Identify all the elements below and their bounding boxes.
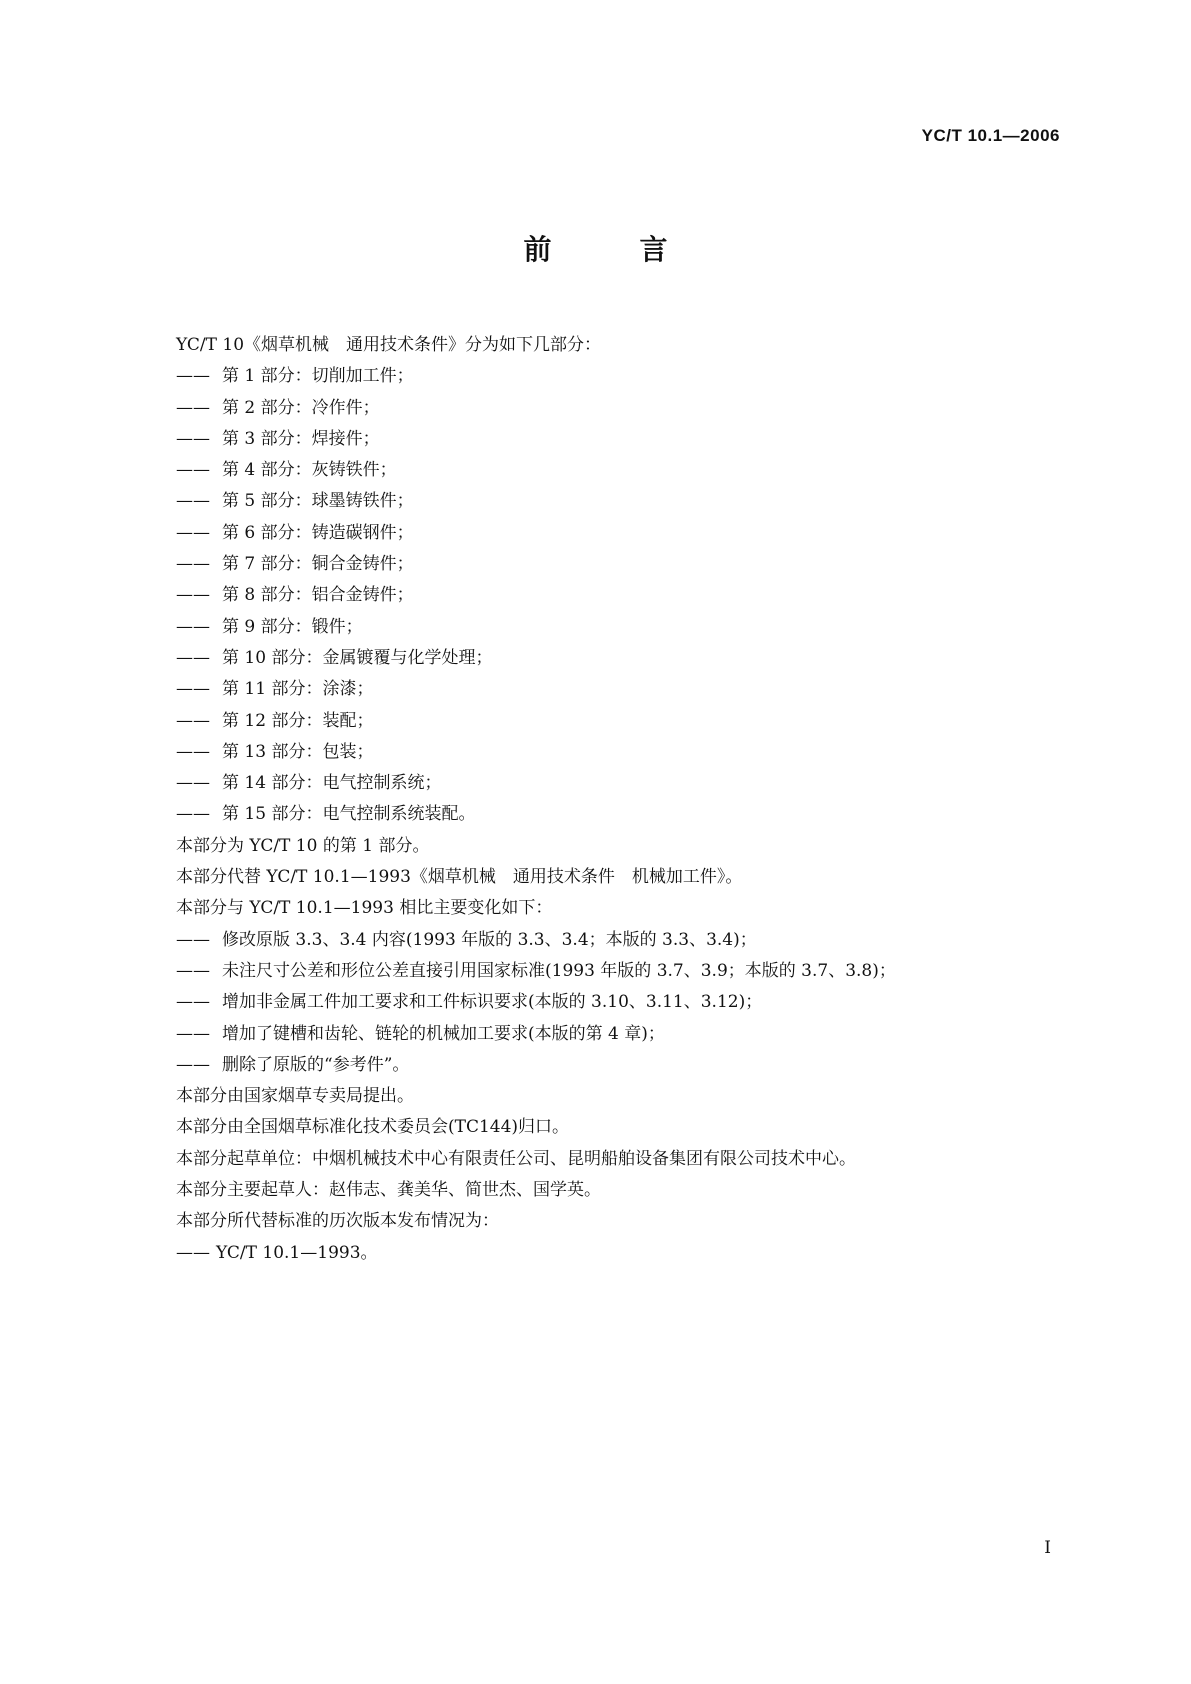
list-item-text: 第 11 部分：涂漆；	[222, 679, 374, 700]
list-dash: ——	[176, 522, 210, 543]
list-item-text: 增加了键槽和齿轮、链轮的机械加工要求(本版的第 4 章)；	[222, 1023, 665, 1044]
list-item-text: 未注尺寸公差和形位公差直接引用国家标准(1993 年版的 3.7、3.9；本版的 3.7、3.8)；	[222, 960, 896, 981]
list-item-text: 第 15 部分：电气控制系统装配。	[222, 804, 476, 825]
list-dash: ——	[176, 428, 210, 449]
list-item-text: 第 2 部分：冷作件；	[222, 397, 380, 418]
list-item-text: 删除了原版的“参考件”。	[222, 1054, 410, 1075]
list-dash: ——	[176, 710, 210, 731]
list-item-text: 第 5 部分：球墨铸铁件；	[222, 491, 414, 512]
list-item-text: 第 1 部分：切削加工件；	[222, 366, 414, 387]
list-dash: ——	[176, 366, 210, 387]
list-item	[176, 393, 1056, 424]
list-dash: ——	[176, 554, 210, 575]
list-dash: ——	[176, 397, 210, 418]
list-item-text: 第 3 部分：焊接件；	[222, 428, 380, 449]
list-item	[176, 706, 1056, 737]
list-item	[176, 799, 1056, 830]
paragraph-line: 本部分代替 YC/T 10.1—1993《烟草机械 通用技术条件 机械加工件》。	[176, 867, 743, 888]
list-item-text: 第 6 部分：铸造碳钢件；	[222, 522, 414, 543]
page-number: I	[1044, 1538, 1051, 1558]
list-item	[176, 737, 1056, 768]
list-dash: ——	[176, 491, 210, 512]
list-item	[176, 612, 1056, 643]
list-dash: ——	[176, 1023, 210, 1044]
list-item	[176, 768, 1056, 799]
page-title: 前 言	[523, 233, 698, 266]
list-dash: ——	[176, 585, 210, 606]
list-item	[176, 1019, 1056, 1050]
list-item-text: YC/T 10.1—1993。	[216, 1242, 378, 1263]
list-item	[176, 549, 1056, 580]
paragraph-line: 本部分与 YC/T 10.1—1993 相比主要变化如下：	[176, 898, 553, 919]
list-item-text: 第 8 部分：铝合金铸件；	[222, 585, 414, 606]
list-dash: ——	[176, 647, 210, 668]
list-item-text: 第 9 部分：锻件；	[222, 616, 363, 637]
list-dash: ——	[176, 1242, 210, 1263]
list-item	[176, 361, 1056, 392]
list-dash: ——	[176, 616, 210, 637]
list-item-text: 第 4 部分：灰铸铁件；	[222, 460, 397, 481]
foreword-body	[176, 330, 1056, 1269]
list-dash: ——	[176, 773, 210, 794]
list-item-text: 第 14 部分：电气控制系统；	[222, 773, 442, 794]
list-item	[176, 674, 1056, 705]
list-dash: ——	[176, 741, 210, 762]
paragraph-line: 本部分由国家烟草专卖局提出。	[176, 1086, 414, 1107]
list-item-text: 修改原版 3.3、3.4 内容(1993 年版的 3.3、3.4；本版的 3.3、3.4)；	[222, 929, 757, 950]
list-item	[176, 518, 1056, 549]
list-item	[176, 643, 1056, 674]
list-item	[176, 1050, 1056, 1081]
paragraph-line: 本部分主要起草人：赵伟志、龚美华、简世杰、国学英。	[176, 1180, 601, 1201]
paragraph-line: 本部分起草单位：中烟机械技术中心有限责任公司、昆明船舶设备集团有限公司技术中心。	[176, 1148, 856, 1169]
list-dash: ——	[176, 679, 210, 700]
paragraph-line: 本部分所代替标准的历次版本发布情况为：	[176, 1211, 499, 1232]
list-item-text: 第 7 部分：铜合金铸件；	[222, 554, 414, 575]
list-dash: ——	[176, 1054, 210, 1075]
list-item	[176, 424, 1056, 455]
list-item	[176, 925, 1056, 956]
list-dash: ——	[176, 929, 210, 950]
paragraph-line: 本部分为 YC/T 10 的第 1 部分。	[176, 835, 430, 856]
list-dash: ——	[176, 460, 210, 481]
list-item-text: 第 13 部分：包装；	[222, 741, 374, 762]
list-dash: ——	[176, 992, 210, 1013]
list-item	[176, 580, 1056, 611]
list-item-text: 第 10 部分：金属镀覆与化学处理；	[222, 647, 493, 668]
list-item	[176, 956, 1056, 987]
standard-number: YC/T 10.1—2006	[921, 126, 1060, 145]
list-item	[176, 987, 1056, 1018]
paragraph-line: 本部分由全国烟草标准化技术委员会(TC144)归口。	[176, 1117, 570, 1138]
list-dash: ——	[176, 804, 210, 825]
list-item	[176, 1238, 1056, 1269]
list-item-text: 第 12 部分：装配；	[222, 710, 374, 731]
paragraph-line: YC/T 10《烟草机械 通用技术条件》分为如下几部分：	[176, 335, 602, 355]
list-item	[176, 486, 1056, 517]
list-dash: ——	[176, 960, 210, 981]
list-item-text: 增加非金属工件加工要求和工件标识要求(本版的 3.10、3.11、3.12)；	[222, 992, 763, 1013]
list-item	[176, 455, 1056, 486]
